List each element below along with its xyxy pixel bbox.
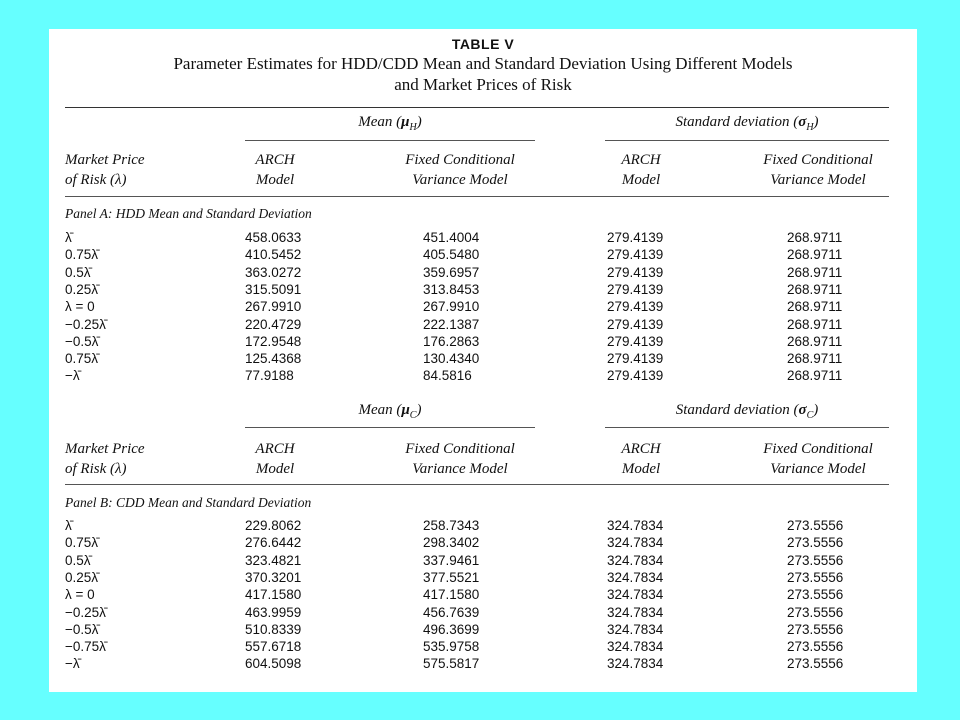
arch-mean-cell: 125.4368	[245, 351, 302, 367]
panel-a-mean-header: Mean $(\mu_H)$	[358, 114, 422, 133]
fixed-std-cell: 273.5556	[787, 518, 844, 533]
caption-line-1: Parameter Estimates for HDD/CDD Mean and Standard Deviation Using Different Models	[173, 54, 793, 73]
fixed-std-cell: 268.9711	[787, 247, 843, 263]
fixed-std-cell: 268.9711	[787, 264, 843, 280]
panel-b-std-header: Standard deviation $(\sigma_C)$	[675, 402, 819, 421]
fixed-std-cell: 268.9711	[787, 281, 843, 297]
panel-a-header-rule	[65, 196, 889, 197]
panel-b-arch-header-mean	[235, 439, 315, 479]
header-line: Model	[621, 172, 661, 188]
risk-label-cell: 0.25λ̄	[65, 569, 99, 585]
fixed-std-cell: 268.9711	[787, 368, 843, 384]
panel-b-arch-header-std	[601, 439, 681, 479]
table-row	[49, 639, 917, 656]
risk-label-cell: 0.75λ̄	[65, 535, 99, 551]
risk-label-cell: 0.75λ̄	[65, 247, 99, 263]
arch-mean-cell: 410.5452	[245, 247, 302, 263]
fixed-mean-cell: 496.3699	[423, 621, 480, 637]
panel-b-fixed-header-std	[743, 439, 893, 479]
fixed-mean-cell: 535.9758	[423, 639, 480, 655]
risk-label-cell: 0.75λ̄	[65, 351, 99, 367]
arch-std-cell: 324.7834	[607, 518, 664, 533]
fixed-std-cell: 273.5556	[787, 552, 844, 568]
header-line: Market Price	[65, 152, 145, 168]
fixed-std-cell: 268.9711	[787, 316, 843, 332]
risk-label-cell: −0.5λ̄	[65, 621, 99, 637]
fixed-mean-cell: 222.1387	[423, 316, 480, 332]
fixed-mean-cell: 405.5480	[423, 247, 480, 263]
fixed-std-cell: 273.5556	[787, 587, 844, 603]
fixed-mean-cell: 298.3402	[423, 535, 480, 551]
fixed-mean-cell: 84.5816	[423, 368, 472, 384]
arch-mean-cell: 267.9910	[245, 299, 302, 315]
header-line: Model	[621, 461, 661, 477]
arch-std-cell: 279.4139	[607, 230, 664, 245]
arch-std-cell: 279.4139	[607, 299, 664, 315]
header-line: ARCH	[621, 152, 661, 168]
panel-b-mean-rule	[245, 427, 535, 428]
header-line: of Risk (λ)	[65, 172, 127, 188]
panel-b-title: Panel B: CDD Mean and Standard Deviation	[65, 495, 312, 510]
panel-b-header-rule	[65, 484, 889, 485]
fixed-std-cell: 273.5556	[787, 639, 844, 655]
table-row	[49, 299, 917, 316]
panel-b-std-rule	[605, 427, 889, 428]
arch-mean-cell: 510.8339	[245, 621, 302, 637]
header-line: ARCH	[255, 152, 295, 168]
fixed-mean-cell: 456.7639	[423, 604, 480, 620]
arch-mean-cell: 557.6718	[245, 639, 302, 655]
fixed-mean-cell: 377.5521	[423, 569, 480, 585]
arch-std-cell: 279.4139	[607, 333, 664, 349]
table-row	[49, 553, 917, 570]
arch-std-cell: 279.4139	[607, 281, 664, 297]
arch-mean-cell: 315.5091	[245, 281, 302, 297]
fixed-mean-cell: 575.5817	[423, 656, 480, 672]
risk-label-cell: λ̄	[65, 518, 72, 533]
arch-mean-cell: 370.3201	[245, 569, 302, 585]
fixed-mean-cell: 417.1580	[423, 587, 480, 603]
fixed-mean-cell: 451.4004	[423, 230, 480, 245]
panel-b-mean-header: Mean $(\mu_C)$	[358, 402, 422, 421]
table-row	[49, 282, 917, 299]
risk-label-cell: 0.25λ̄	[65, 281, 99, 297]
top-rule	[65, 107, 889, 108]
fixed-std-cell: 268.9711	[787, 299, 843, 315]
fixed-mean-cell: 176.2863	[423, 333, 480, 349]
risk-label-cell: −λ̄	[65, 368, 80, 384]
panel-b-market-price-header	[65, 439, 145, 479]
caption-line-2: and Market Prices of Risk	[394, 75, 572, 94]
arch-mean-cell: 463.9959	[245, 604, 302, 620]
arch-std-cell: 324.7834	[607, 656, 664, 672]
arch-mean-cell: 276.6442	[245, 535, 302, 551]
table-row	[49, 247, 917, 264]
table-row	[49, 570, 917, 587]
risk-label-cell: −λ̄	[65, 656, 80, 672]
panel-a-market-price-header	[65, 150, 145, 190]
panel-a-arch-header-mean	[235, 150, 315, 190]
fixed-mean-cell: 313.8453	[423, 281, 480, 297]
fixed-mean-cell: 267.9910	[423, 299, 480, 315]
arch-std-cell: 279.4139	[607, 351, 664, 367]
arch-mean-cell: 220.4729	[245, 316, 302, 332]
header-line: Market Price	[65, 441, 145, 457]
arch-std-cell: 324.7834	[607, 535, 664, 551]
risk-label-cell: −0.25λ̄	[65, 316, 106, 332]
risk-label-cell: −0.5λ̄	[65, 333, 99, 349]
risk-label-cell: 0.5λ̄	[65, 552, 91, 568]
table-row	[49, 535, 917, 552]
header-line: ARCH	[255, 441, 295, 457]
panel-a-fixed-header-std	[743, 150, 893, 190]
table-row	[49, 351, 917, 368]
table-row	[49, 518, 917, 535]
fixed-std-cell: 273.5556	[787, 656, 844, 672]
fixed-std-cell: 273.5556	[787, 569, 844, 585]
fixed-std-cell: 268.9711	[787, 230, 843, 245]
arch-std-cell: 324.7834	[607, 552, 664, 568]
arch-std-cell: 324.7834	[607, 587, 664, 603]
table-caption	[49, 53, 917, 95]
risk-label-cell: λ̄	[65, 230, 72, 245]
arch-mean-cell: 172.9548	[245, 333, 302, 349]
arch-mean-cell: 363.0272	[245, 264, 302, 280]
header-line: Fixed Conditional	[763, 152, 873, 168]
header-line: ARCH	[621, 441, 661, 457]
document-page	[49, 29, 917, 692]
fixed-std-cell: 273.5556	[787, 621, 844, 637]
table-row	[49, 317, 917, 334]
arch-std-cell: 324.7834	[607, 604, 664, 620]
arch-mean-cell: 77.9188	[245, 368, 294, 384]
arch-std-cell: 324.7834	[607, 639, 664, 655]
table-row	[49, 334, 917, 351]
risk-label-cell: λ = 0	[65, 587, 95, 603]
arch-mean-cell: 323.4821	[245, 552, 302, 568]
header-line: Model	[255, 172, 295, 188]
fixed-mean-cell: 337.9461	[423, 552, 480, 568]
table-row	[49, 230, 917, 247]
table-row	[49, 368, 917, 385]
arch-mean-cell: 458.0633	[245, 230, 302, 245]
fixed-std-cell: 268.9711	[787, 333, 843, 349]
arch-mean-cell: 417.1580	[245, 587, 302, 603]
header-line: of Risk (λ)	[65, 461, 127, 477]
panel-b-fixed-header-mean	[385, 439, 535, 479]
arch-std-cell: 279.4139	[607, 316, 664, 332]
header-line: Variance Model	[412, 461, 508, 477]
panel-a-arch-header-std	[601, 150, 681, 190]
fixed-mean-cell: 130.4340	[423, 351, 480, 367]
fixed-std-cell: 268.9711	[787, 351, 843, 367]
table-row	[49, 656, 917, 673]
arch-std-cell: 279.4139	[607, 264, 664, 280]
fixed-mean-cell: 258.7343	[423, 518, 480, 533]
table-label: TABLE V	[451, 36, 515, 52]
risk-label-cell: −0.75λ̄	[65, 639, 106, 655]
fixed-std-cell: 273.5556	[787, 535, 844, 551]
header-line: Fixed Conditional	[405, 152, 515, 168]
risk-label-cell: 0.5λ̄	[65, 264, 91, 280]
header-line: Variance Model	[770, 461, 866, 477]
table-row	[49, 605, 917, 622]
arch-std-cell: 324.7834	[607, 621, 664, 637]
header-line: Variance Model	[412, 172, 508, 188]
table-row	[49, 587, 917, 604]
arch-mean-cell: 604.5098	[245, 656, 302, 672]
panel-a-fixed-header-mean	[385, 150, 535, 190]
panel-a-title: Panel A: HDD Mean and Standard Deviation	[65, 206, 312, 221]
panel-a-std-header: Standard deviation $(\sigma_H)$	[675, 114, 819, 133]
risk-label-cell: −0.25λ̄	[65, 604, 106, 620]
fixed-mean-cell: 359.6957	[423, 264, 480, 280]
risk-label-cell: λ = 0	[65, 299, 95, 315]
header-line: Fixed Conditional	[405, 441, 515, 457]
arch-std-cell: 279.4139	[607, 368, 664, 384]
arch-std-cell: 279.4139	[607, 247, 664, 263]
header-line: Fixed Conditional	[763, 441, 873, 457]
table-row	[49, 265, 917, 282]
panel-a-mean-rule	[245, 140, 535, 141]
header-line: Variance Model	[770, 172, 866, 188]
table-row	[49, 622, 917, 639]
panel-a-std-rule	[605, 140, 889, 141]
arch-mean-cell: 229.8062	[245, 518, 302, 533]
fixed-std-cell: 273.5556	[787, 604, 844, 620]
header-line: Model	[255, 461, 295, 477]
arch-std-cell: 324.7834	[607, 569, 664, 585]
